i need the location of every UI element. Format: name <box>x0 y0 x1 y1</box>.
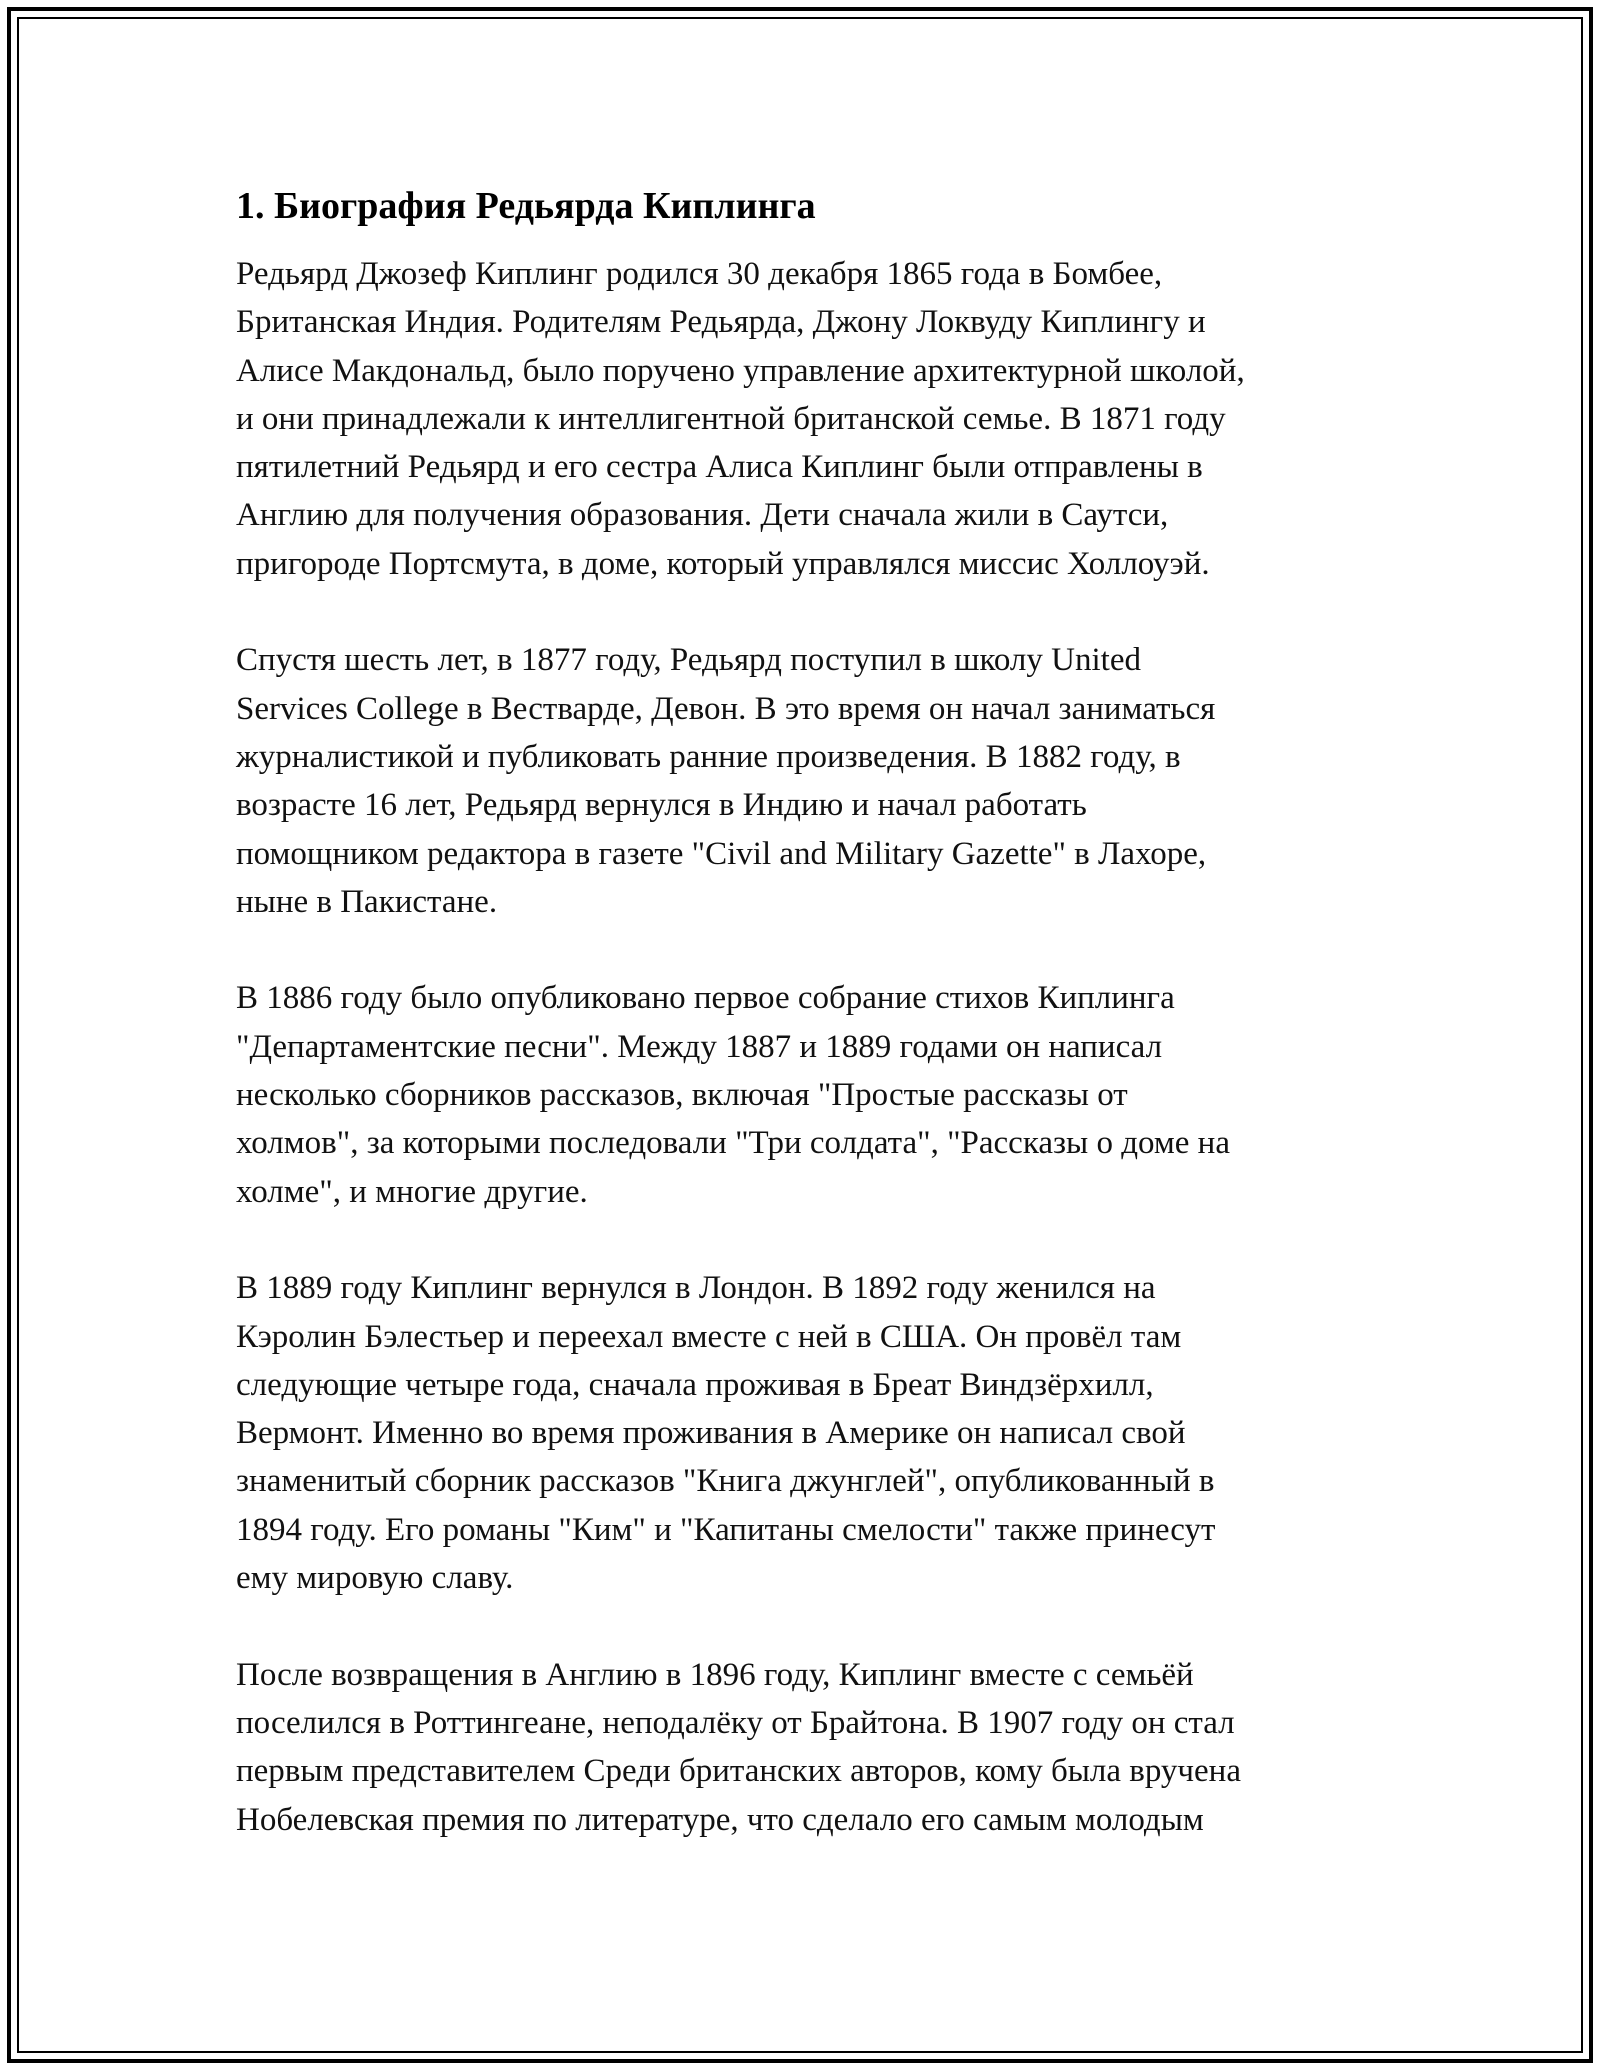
section-heading: 1. Биография Редьярда Киплинга <box>236 185 816 227</box>
paragraph-america: В 1889 году Киплинг вернулся в Лондон. В 1892 году женился на Кэролин Бэлестьер и переехал вместе с ней в США. Он провёл там следующие четыре года, сначала проживая в Бреат Виндзёрхилл, Вермонт. Именно во время проживания в Америке он написал свой знаменитый сборник рассказов "Книга джунглей", опубликованный в 1894 году. Его романы "Ким" и "Капитаны смелости" также принесут ему мировую славу. <box>236 1270 1216 1597</box>
paragraph-return-nobel: После возвращения в Англию в 1896 году, Киплинг вместе с семьёй поселился в Роттингеане, неподалёку от Брайтона. В 1907 году он стал первым представителем Среди британских авторов, кому была вручена Нобелевская премия по литературе, что сделало его самым молодым <box>236 1656 1241 1838</box>
document-body <box>236 182 1376 1892</box>
paragraph-early-works: В 1886 году было опубликовано первое собрание стихов Киплинга "Департаментские песни". Между 1887 и 1889 годами он написал несколько сборников рассказов, включая "Простые рассказы от холмов", за которыми последовали "Три солдата", "Рассказы о доме на холме", и многие другие. <box>236 980 1230 1210</box>
paragraph-education-journalism: Спустя шесть лет, в 1877 году, Редьярд поступил в школу United Services College в Вестварде, Девон. В это время он начал заниматься журналистикой и публиковать ранние произведения. В 1882 году, в возрасте 16 лет, Редьярд вернулся в Индию и начал работать помощником редактора в газете "Civil and Military Gazette" в Лахоре, ныне в Пакистане. <box>236 642 1216 920</box>
paragraph-early-life: Редьярд Джозеф Киплинг родился 30 декабря 1865 года в Бомбее, Британская Индия. Родителям Редьярда, Джону Локвуду Киплингу и Алисе Макдональд, было поручено управление архитектурной школой, и они принадлежали к интеллигентной британской семье. В 1871 году пятилетний Редьярд и его сестра Алиса Киплинг были отправлены в Англию для получения образования. Дети сначала жили в Саутси, пригороде Портсмута, в доме, который управлялся миссис Холлоуэй. <box>236 256 1245 582</box>
